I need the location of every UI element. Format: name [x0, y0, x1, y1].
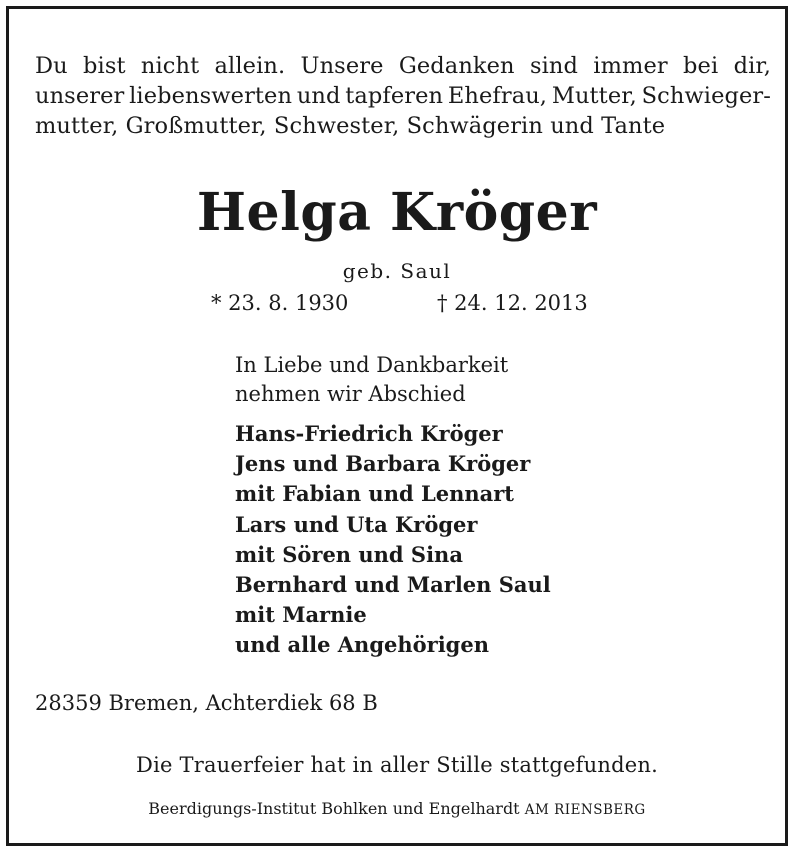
farewell-text [235, 351, 508, 409]
address: 28359 Bremen, Achterdiek 68 B [35, 691, 378, 715]
mourner-line: Jens und Barbara Kröger [235, 451, 531, 477]
mourner-line: und alle Angehörigen [235, 632, 489, 658]
undertaker-name: Beerdigungs-Institut Bohlken und Engelhardt [148, 799, 520, 818]
undertaker-line [9, 799, 785, 818]
undertaker-location: AM RIENSBERG [524, 802, 646, 818]
farewell-line: nehmen wir Abschied [235, 382, 466, 406]
deceased-name: Helga Kröger [196, 182, 598, 243]
birth-date: * 23. 8. 1930 [211, 291, 349, 315]
mourner-line: mit Fabian und Lennart [235, 481, 514, 507]
obituary-notice [6, 6, 788, 846]
mourner-line: mit Sören und Sina [235, 541, 463, 567]
intro-line-2: unserer liebenswerten und tapferen Ehefrau, Mutter, Schwieger- [35, 83, 771, 109]
maiden-name: geb. Saul [342, 259, 452, 283]
mourner-line: Bernhard und Marlen Saul [235, 572, 551, 598]
intro-line-1: Du bist nicht allein. Unsere Gedanken sind immer bei dir, [35, 53, 771, 79]
mourner-line: Lars und Uta Kröger [235, 511, 478, 537]
intro-text [35, 51, 771, 141]
farewell-line: In Liebe und Dankbarkeit [235, 353, 509, 377]
mourners-list [235, 419, 551, 661]
ceremony-note: Die Trauerfeier hat in aller Stille stattgefunden. [136, 753, 658, 777]
intro-line-3: mutter, Großmutter, Schwester, Schwägerin und Tante [35, 113, 666, 139]
death-date: † 24. 12. 2013 [437, 291, 588, 315]
mourner-line: Hans-Friedrich Kröger [235, 421, 503, 446]
mourner-line: mit Marnie [235, 602, 367, 628]
